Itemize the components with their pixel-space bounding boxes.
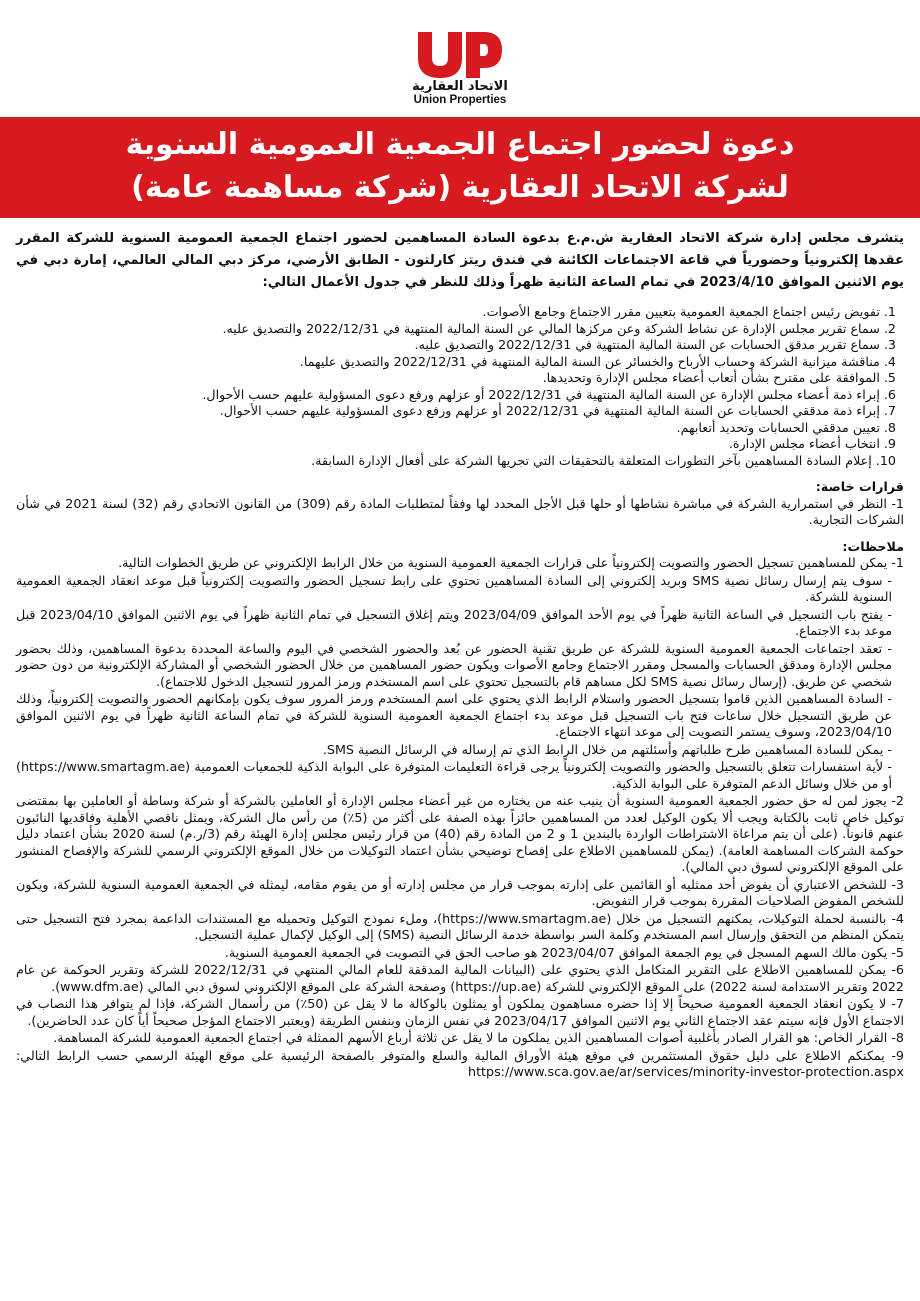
notes-title: ملاحظات: bbox=[842, 538, 904, 554]
agenda-item: 10. إعلام السادة المساهمين بآخر التطورات المتعلقة بالتحقيقات التي تجريها الشركة على أفعال الإدارة السابقة. bbox=[311, 452, 896, 468]
agenda-item: 6. إبراء ذمة أعضاء مجلس الإدارة عن السنة المالية المنتهية في 2022/12/31 أو عزلهم ورفع دعوى المسؤولية عليهم حسب الأحوال. bbox=[202, 386, 896, 402]
company-logo bbox=[0, 28, 920, 107]
note-sub-item: - سوف يتم إرسال رسائل نصية SMS وبريد إلكتروني إلى السادة المساهمين تحتوي على رابط تسجيل الحضور والتصويت إلكترونياً قبل موعد انعقاد الجمعية العمومية السنوية للشركة. bbox=[16, 572, 892, 604]
intro-paragraph: يتشرف مجلس إدارة شركة الاتحاد العقارية ش.م.ع بدعوة السادة المساهمين لحضور اجتماع الجمعية العمومية السنوية للشركة المقرر عقدها إلكترونياً وحضورياً في قاعة الاجتماعات الكائنة في فندق ريتز كارلتون - الطابق الأرضي، مركز دبي المالي العالمي، إمارة دبي في يوم الاثنين الموافق 2023/4/10 في تمام الساعة الثانية ظهراً وذلك للنظر في جدول الأعمال التالي: bbox=[16, 231, 904, 290]
note-item: 4- بالنسبة لحملة التوكيلات، يمكنهم التسجيل من خلال (https://www.smartagm.ae)، وملء نموذج التوكيل وتحميله مع المستندات الداعمة بمجرد فتح التسجيل حتى يتمكن المنظم من التحقق وإرسال اسم المستخدم وكلمة السر بواسطة خدمة الرسائل النصية (SMS) إلى الوكيل لإكمال عملية التسجيل. bbox=[16, 910, 904, 942]
note-item: 1- يمكن للمساهمين تسجيل الحضور والتصويت إلكترونياً على قرارات الجمعية العمومية السنوية من خلال الرابط الإلكتروني عن طريق الخطوات التالية. bbox=[118, 555, 904, 570]
note-item: 5- يكون مالك السهم المسجل في يوم الجمعة الموافق 2023/04/07 هو صاحب الحق في التصويت في الجمعية العمومية السنوية. bbox=[224, 944, 904, 960]
note-sub-item: - يفتح باب التسجيل في الساعة الثانية ظهراً في يوم الأحد الموافق 2023/04/09 ويتم إغلاق التسجيل في تمام الثانية ظهراً في يوم الاثنين الموافق 2023/04/10 قبل موعد بدء الاجتماع. bbox=[16, 606, 892, 638]
note-item: 2- يجوز لمن له حق حضور الجمعية العمومية السنوية أن ينيب عنه من يختاره من غير أعضاء مجلس الإدارة أو العاملين بالشركة أو شركة وساطة أو العاملين بها بمقتضى توكيل خاص ثابت بالكتابة ويجب ألا يكون الوكيل لعدد من المساهمين حائزاً بهذه الصفة على أكثر من (5٪) من رأس مال الشركة، ويمثل ناقصي الأهلية وفاقديها النائبون عنهم قانوناً. (على أن يتم مراعاة الاشتراطات الواردة بالبندين 1 و 2 من المادة رقم (40) من قرار رئيس مجلس إدارة الهيئة رقم (3/ر.م) لسنة 2020 بشأن اعتماد دليل حوكمة الشركات المساهمة العامة). (يمكن للمساهمين الاطلاع على إفصاح توضيحي بشأن اعتماد التوكيلات من خلال الموقع الإلكتروني الرسمي للشركة والإفصاح المنشور على الموقع الإلكتروني لسوق دبي المالي). bbox=[16, 793, 904, 874]
note-item: 7- لا يكون انعقاد الجمعية العمومية صحيحاً إلا إذا حضره مساهمون يملكون أو يمثلون بالوكالة ما لا يقل عن (50٪) من رأسمال الشركة، فإذا لم يتوافر هذا النصاب في الاجتماع الأول فإنه سيتم عقد الاجتماع الثاني يوم الاثنين الموافق 2023/04/17 في نفس الزمان وبنفس الطريقة (ويعتبر الاجتماع المؤجل صحيحاً أياً كان عدد الحاضرين). bbox=[16, 996, 904, 1028]
note-item: 3- للشخص الاعتباري أن يفوض أحد ممثليه أو القائمين على إدارته بموجب قرار من مجلس إدارته أو من يقوم مقامه، ليمثله في الجمعية العمومية السنوية للشركة، ويكون للشخص المفوض الصلاحيات المقررة بموجب قرار التفويض. bbox=[16, 876, 904, 908]
agenda-list bbox=[16, 304, 904, 469]
agenda-item: 9. انتخاب أعضاء مجلس الإدارة. bbox=[728, 436, 896, 451]
agenda-item: 8. تعيين مدققي الحسابات وتحديد أتعابهم. bbox=[676, 419, 896, 435]
logo-arabic-text: الاتحاد العقارية bbox=[412, 79, 508, 94]
note-sub-item: - تعقد اجتماعات الجمعية العمومية السنوية للشركة عن طريق تقنية الحضور عن بُعد والحضور الشخصي في اليوم والساعة المحددة بدعوة المساهمين، وذلك بحضور مجلس الإدارة ومدقق الحسابات والمسجل ومقرر الاجتماع وجامع الأصوات ويكون حضور المساهمين من خلال الحضور الشخصي أو المشاركة الإلكترونية من دون حضور شخصي عن طريق. (إرسال رسائل نصية SMS لكل مساهم قام بالتسجيل تحتوي على اسم المستخدم ورمز المرور لتسجيل الدخول للاجتماع). bbox=[16, 640, 892, 689]
title-banner bbox=[0, 117, 920, 218]
note-sub-item: - السادة المساهمين الذين قاموا بتسجيل الحضور واستلام الرابط الذي يحتوي على اسم المستخدم ورمز المرور سوف يكون بإمكانهم الحضور والتصويت إلكترونياً، وذلك عن طريق التسجيل خلال ساعات فتح باب التسجيل قبل موعد بدء اجتماع الجمعية العمومية السنوية للشركة في تمام الساعة الثانية ظهراً في يوم الاثنين الموافق 2023/04/10، وسوف يستمر التصويت إلى موعد انتهاء الاجتماع. bbox=[16, 691, 892, 739]
agenda-item: 7. إبراء ذمة مدققي الحسابات عن السنة المالية المنتهية في 2022/12/31 أو عزلهم ورفع دعوى المسؤولية عليهم حسب الأحوال. bbox=[219, 403, 896, 418]
banner-title-line2: لشركة الاتحاد العقارية (شركة مساهمة عامة) bbox=[131, 170, 789, 205]
special-resolutions-title: قرارات خاصة: bbox=[815, 479, 904, 494]
note-sub-item: - لأية استفسارات تتعلق بالتسجيل والحضور والتصويت إلكترونياً يرجى قراءة التعليمات المتوفرة على البوابة الذكية للجمعيات العمومية (https://www.smartagm.ae) أو من خلال وسائل الدعم المتوفرة على البوابة الذكية. bbox=[16, 759, 892, 791]
agenda-item: 1. تفويض رئيس اجتماع الجمعية العمومية بتعيين مقرر الاجتماع وجامع الأصوات. bbox=[482, 304, 896, 319]
note-sub-item: - يمكن للسادة المساهمين طرح طلباتهم وأسئلتهم من خلال الرابط الذي تم إرساله في الرسائل النصية SMS. bbox=[322, 741, 892, 757]
agenda-item: 3. سماع تقرير مدقق الحسابات عن السنة المالية المنتهية في 2022/12/31 والتصديق عليه. bbox=[414, 337, 896, 352]
agenda-item: 4. مناقشة ميزانية الشركة وحساب الأرباح والخسائر عن السنة المالية المنتهية في 2022/12/31 والتصديق عليهما. bbox=[299, 353, 896, 369]
note-item: 9- يمكنكم الاطلاع على دليل حقوق المستثمرين في موقع هيئة الأوراق المالية والسلع والمتوفر بالصفحة الرئيسية على موقع الهيئة الرسمي حسب الرابط التالي: https://www.sca.gov.ae/ar/services/minority-investor-protection.aspx bbox=[16, 1047, 904, 1079]
note-item: 6- يمكن للمساهمين الاطلاع على التقرير المتكامل الذي يحتوي على (البيانات المالية المدققة للعام المالي المنتهي في 2022/12/31 للشركة وتقرير الحوكمة عن عام 2022 وتقرير الاستدامة لسنة 2022) على الموقع الإلكتروني للشركة (https://up.ae) وصفحة الشركة على الموقع الإلكتروني لسوق دبي المالي (www.dfm.ae). bbox=[16, 962, 904, 994]
agenda-item: 2. سماع تقرير مجلس الإدارة عن نشاط الشركة وعن مركزها المالي عن السنة المالية المنتهية في 2022/12/31 والتصديق عليه. bbox=[222, 320, 896, 336]
banner-title-line1: دعوة لحضور اجتماع الجمعية العمومية السنوية bbox=[125, 127, 795, 162]
note-item: 8- القرار الخاص: هو القرار الصادر بأغلبية أصوات المساهمين الذين يملكون ما لا يقل عن ثلاثة أرباع الأسهم الممثلة في اجتماع الجمعية العمومية للشركة المساهمة. bbox=[53, 1030, 904, 1045]
special-resolution-item: 1- النظر في استمرارية الشركة في مباشرة نشاطها أو حلها قبل الأجل المحدد لها وفقاً لمتطلبات المادة رقم (309) من القانون الاتحادي رقم (32) لسنة 2021 في شأن الشركات التجارية. bbox=[16, 495, 904, 527]
logo-english-text: Union Properties bbox=[413, 94, 507, 106]
up-logo-icon bbox=[414, 28, 506, 78]
agenda-item: 5. الموافقة على مقترح بشأن أتعاب أعضاء مجلس الإدارة وتحديدها. bbox=[542, 370, 896, 385]
notice-body bbox=[16, 228, 904, 1295]
